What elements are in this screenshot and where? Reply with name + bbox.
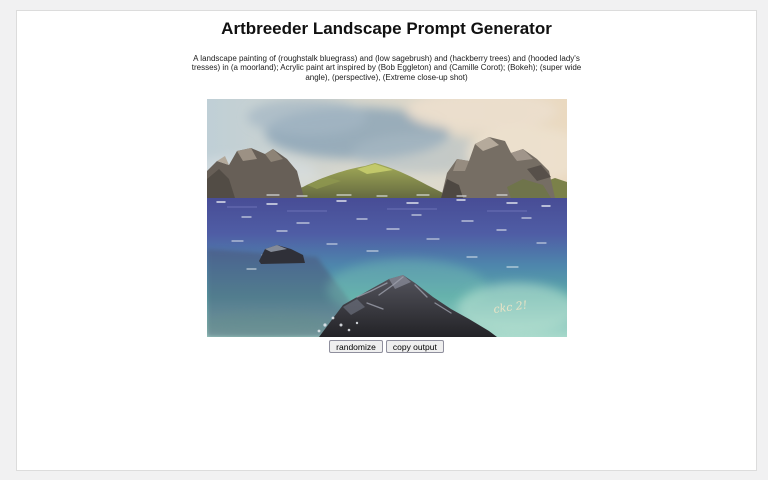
generated-landscape-image [207, 99, 567, 337]
randomize-button[interactable]: randomize [329, 340, 383, 353]
action-buttons [17, 340, 756, 353]
landscape-painting [207, 99, 567, 337]
copy-output-button[interactable]: copy output [386, 340, 444, 353]
prompt-output-text: A landscape painting of (roughstalk bluegrass) and (low sagebrush) and (hackberry trees) and (hooded lady's tresses) in (a moorland); Acrylic paint art inspired by (Bob Eggleton) and (Camille Corot); (Bokeh); (super wide angle), (perspective), (Extreme close-up shot) [191, 53, 582, 82]
artist-signature: ckc 2! [492, 298, 528, 316]
page-title: Artbreeder Landscape Prompt Generator [221, 19, 552, 38]
app-page [16, 10, 757, 471]
